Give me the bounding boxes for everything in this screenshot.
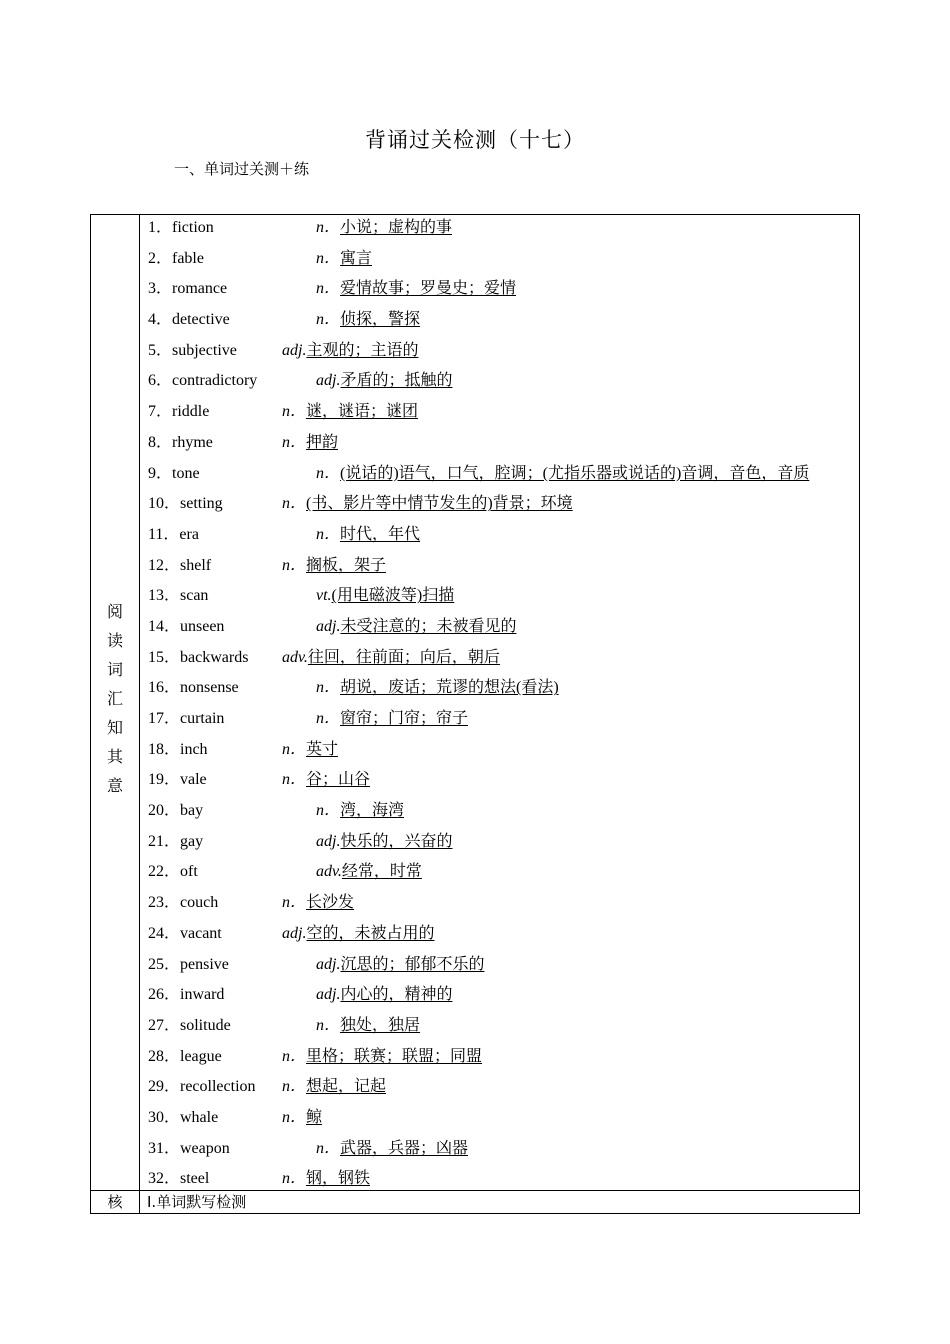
entry-definition [282,338,418,363]
entry-meaning: 里格；联赛；联盟；同盟 [306,1047,483,1065]
section-heading: 一、单词过关测＋练 [174,160,310,178]
entry-definition [282,491,573,516]
entry-word: 3．romance [148,280,228,298]
entry-word: 6．contradictory [148,372,258,390]
entry-meaning: 寓言 [340,249,373,267]
word-entry [148,522,853,553]
entry-meaning: 小说；虚构的事 [340,219,453,236]
entry-word: 29．recollection [148,1078,256,1096]
entry-word: 31．weapon [148,1139,230,1157]
side-label-char: 汇 [106,689,123,708]
entry-definition [316,246,372,271]
entry-definition [316,276,516,301]
entry-word: 15．backwards [148,648,249,666]
entry-part-of-speech: adj. [316,372,341,390]
entry-part-of-speech: n． [316,525,341,543]
entry-meaning: 独处，独居 [340,1016,421,1034]
side-label-char: 读 [106,631,123,650]
dictation-section-heading: I.单词默写检测 [147,1193,247,1211]
entry-word: 13．scan [148,587,209,605]
entry-word: 18．inch [148,740,208,758]
entry-meaning: 湾，海湾 [340,802,405,820]
entry-word: 11．era [148,525,199,543]
entry-part-of-speech: n． [282,1170,307,1188]
entry-part-of-speech: n． [316,280,341,298]
word-entry [148,982,853,1013]
entry-definition [282,1166,370,1191]
entry-definition [282,737,338,762]
entry-word: 30．whale [148,1108,219,1126]
entry-definition [282,767,370,792]
entry-part-of-speech: n． [316,464,341,482]
entry-meaning: 快乐的，兴奋的 [340,832,453,850]
entry-meaning: 内心的，精神的 [340,986,453,1004]
entry-definition [282,1044,482,1069]
entry-meaning: 钢，钢铁 [306,1170,371,1188]
entry-part-of-speech: n． [282,556,307,574]
word-entry [148,798,853,829]
side-label-char: 意 [106,776,123,795]
entry-part-of-speech: n． [282,1108,307,1126]
entry-meaning: 矛盾的；抵触的 [340,372,453,390]
entry-part-of-speech: n． [316,1016,341,1034]
entry-word: 27．solitude [148,1016,231,1034]
entry-definition [316,1136,468,1161]
entry-part-of-speech: n． [282,1078,307,1096]
entry-definition [282,399,418,424]
entry-definition [316,307,420,332]
entry-part-of-speech: n． [316,679,341,697]
word-entry [148,1074,853,1105]
entry-word: 24．vacant [148,924,222,942]
word-entry [148,430,853,461]
entry-word: 9．tone [148,464,200,482]
entry-word: 23．couch [148,894,219,912]
entry-definition [282,890,354,915]
entry-meaning: 时代，年代 [340,525,421,543]
entry-word: 12．shelf [148,556,212,574]
entry-definition [282,1105,322,1130]
side-label-char: 知 [106,718,123,737]
word-entry [148,1136,853,1167]
word-entry [148,952,853,983]
entry-part-of-speech: n． [282,403,307,421]
entry-meaning: 长沙发 [306,894,355,912]
entry-word: 8．rhyme [148,433,213,451]
word-entry [148,706,853,737]
side-label-char: 其 [106,747,123,766]
word-list [148,215,853,1197]
entry-meaning: 未受注意的；未被看见的 [340,617,517,635]
entry-part-of-speech: n． [316,311,341,329]
word-entry [148,368,853,399]
entry-definition [316,952,484,977]
word-entry [148,491,853,522]
entry-meaning: 沉思的；郁郁不乐的 [340,955,485,973]
entry-meaning: 空的，未被占用的 [306,924,435,942]
entry-meaning: 胡说，废话；荒谬的想法(看法) [340,679,559,697]
entry-part-of-speech: adj. [316,986,341,1004]
entry-part-of-speech: adj. [282,341,307,359]
word-entry [148,583,853,614]
word-entry [148,1166,853,1197]
entry-meaning: 英寸 [306,740,339,758]
entry-part-of-speech: n． [282,433,307,451]
entry-part-of-speech: adj. [316,617,341,635]
entry-word: 22．oft [148,863,198,881]
entry-part-of-speech: vt. [316,587,332,605]
entry-definition [316,1013,420,1038]
entry-definition [282,645,500,670]
entry-meaning: 鲸 [306,1108,323,1126]
entry-meaning: 往回，往前面；向后，朝后 [307,648,500,666]
entry-definition [316,859,422,884]
entry-part-of-speech: n． [282,771,307,789]
word-entry [148,307,853,338]
entry-word: 26．inward [148,986,225,1004]
entry-word: 17．curtain [148,710,225,727]
side-label-char: 阅 [106,602,123,621]
word-entry [148,338,853,369]
entry-part-of-speech: n． [316,249,341,267]
word-entry [148,921,853,952]
word-entry [148,829,853,860]
entry-meaning: 谷；山谷 [306,771,371,789]
entry-word: 10．setting [148,495,223,513]
entry-meaning: 窗帘；门帘；帘子 [340,710,469,727]
entry-definition [316,829,452,854]
entry-part-of-speech: n． [282,1047,307,1065]
entry-part-of-speech: adj. [316,955,341,973]
word-entry [148,461,853,492]
entry-part-of-speech: n． [316,710,341,727]
entry-definition [316,215,452,240]
word-entry [148,645,853,676]
entry-part-of-speech: n． [316,802,341,820]
entry-definition [316,982,452,1007]
word-entry [148,215,853,246]
entry-part-of-speech: adj. [316,832,341,850]
entry-word: 7．riddle [148,403,210,421]
entry-word: 32．steel [148,1170,210,1188]
word-entry [148,890,853,921]
entry-definition [316,614,516,639]
entry-definition [316,522,420,547]
page-title: 背诵过关检测（十七） [365,128,585,152]
entry-meaning: 主观的；主语的 [306,341,419,359]
entry-definition [282,553,386,578]
side-label-char: 词 [106,660,123,679]
entry-word: 2．fable [148,249,204,267]
word-entry [148,1105,853,1136]
word-entry [148,399,853,430]
entry-meaning: 经常，时常 [341,863,422,881]
entry-part-of-speech: n． [282,740,307,758]
side-label [91,597,139,800]
word-entry [148,1013,853,1044]
entry-part-of-speech: adv. [282,648,308,666]
entry-part-of-speech: n． [316,219,341,236]
entry-word: 20．bay [148,802,204,820]
entry-meaning: 侦探，警探 [340,311,421,329]
entry-definition [316,675,559,700]
word-entry [148,737,853,768]
entry-meaning: 搁板，架子 [306,556,387,574]
entry-definition [316,798,404,823]
entry-part-of-speech: n． [282,894,307,912]
entry-definition [316,583,454,608]
word-entry [148,859,853,890]
entry-word: 28．league [148,1047,222,1065]
entry-definition [282,921,434,946]
entry-definition [282,1074,386,1099]
column-divider [139,215,140,1213]
entry-part-of-speech: n． [282,495,307,513]
word-entry [148,614,853,645]
word-entry [148,1044,853,1075]
core-label: 核 [107,1193,123,1211]
entry-part-of-speech: n． [316,1139,341,1157]
entry-definition [282,430,338,455]
word-entry [148,553,853,584]
entry-definition [316,461,809,486]
entry-meaning: (书、影片等中情节发生的)背景；环境 [306,495,573,513]
entry-word: 5．subjective [148,341,237,359]
entry-definition [316,368,452,393]
entry-word: 14．unseen [148,617,225,635]
word-entry [148,675,853,706]
entry-meaning: (用电磁波等)扫描 [331,587,455,605]
entry-meaning: (说话的)语气，口气，腔调；(尤指乐器或说话的)音调，音色，音质 [340,464,810,482]
entry-word: 19．vale [148,771,207,789]
vocabulary-table [90,214,860,1214]
entry-definition [316,706,468,731]
word-entry [148,767,853,798]
entry-word: 1．fiction [148,219,214,236]
entry-word: 16．nonsense [148,679,239,697]
entry-part-of-speech: adv. [316,863,342,881]
entry-word: 4．detective [148,311,230,329]
entry-word: 21．gay [148,832,204,850]
entry-meaning: 武器，兵器；凶器 [340,1139,469,1157]
entry-meaning: 谜，谜语；谜团 [306,403,419,421]
word-entry [148,246,853,277]
entry-meaning: 押韵 [306,433,339,451]
entry-part-of-speech: adj. [282,924,307,942]
entry-meaning: 想起，记起 [306,1078,387,1096]
word-entry [148,276,853,307]
entry-word: 25．pensive [148,955,229,973]
entry-meaning: 爱情故事；罗曼史；爱情 [340,280,517,298]
